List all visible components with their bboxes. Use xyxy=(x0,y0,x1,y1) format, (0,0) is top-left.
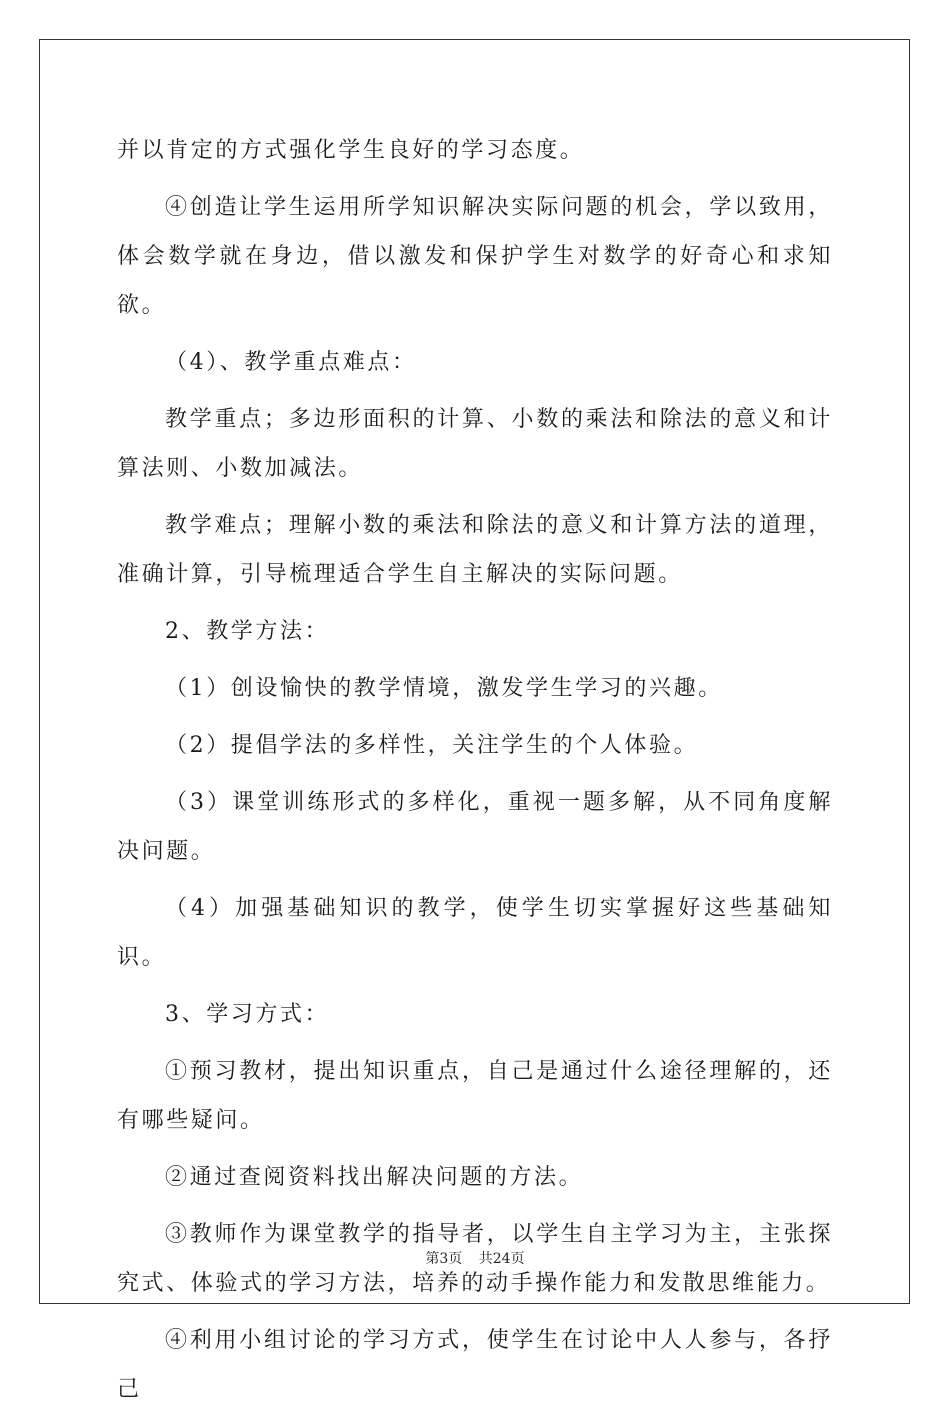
page-footer xyxy=(0,1248,950,1268)
list-item: （4）加强基础知识的教学，使学生切实掌握好这些基础知识。 xyxy=(117,896,833,970)
list-item: ①预习教材，提出知识重点，自己是通过什么途径理解的，还有哪些疑问。 xyxy=(117,1059,833,1133)
paragraph: 并以肯定的方式强化学生良好的学习态度。 xyxy=(117,138,585,163)
paragraph: ④创造让学生运用所学知识解决实际问题的机会，学以致用，体会数学就在身边，借以激发和保护学生对数学的好奇心和求知欲。 xyxy=(117,195,833,318)
list-item: ②通过查阅资料找出解决问题的方法。 xyxy=(165,1165,584,1190)
list-item: ④利用小组讨论的学习方式，使学生在讨论中人人参与，各抒己 xyxy=(117,1328,833,1402)
section-heading: （4）、教学重点难点： xyxy=(165,350,417,375)
list-item: （1）创设愉快的教学情境，激发学生学习的兴趣。 xyxy=(165,676,723,701)
list-item: （3）课堂训练形式的多样化，重视一题多解，从不同角度解决问题。 xyxy=(117,790,833,864)
paragraph: 教学重点；多边形面积的计算、小数的乘法和除法的意义和计算法则、小数加减法。 xyxy=(117,407,833,481)
list-item: （2）提倡学法的多样性，关注学生的个人体验。 xyxy=(165,733,699,758)
document-body xyxy=(117,126,833,1422)
page-total: 共24页 xyxy=(478,1251,525,1267)
section-heading: 2、教学方法： xyxy=(165,619,330,644)
section-heading: 3、学习方式： xyxy=(165,1002,330,1027)
paragraph: 教学难点；理解小数的乘法和除法的意义和计算方法的道理，准确计算，引导梳理适合学生自主解决的实际问题。 xyxy=(117,513,833,587)
page-number: 第3页 xyxy=(425,1251,463,1267)
list-item: ③教师作为课堂教学的指导者，以学生自主学习为主，主张探究式、体验式的学习方法，培养的动手操作能力和发散思维能力。 xyxy=(117,1222,833,1296)
